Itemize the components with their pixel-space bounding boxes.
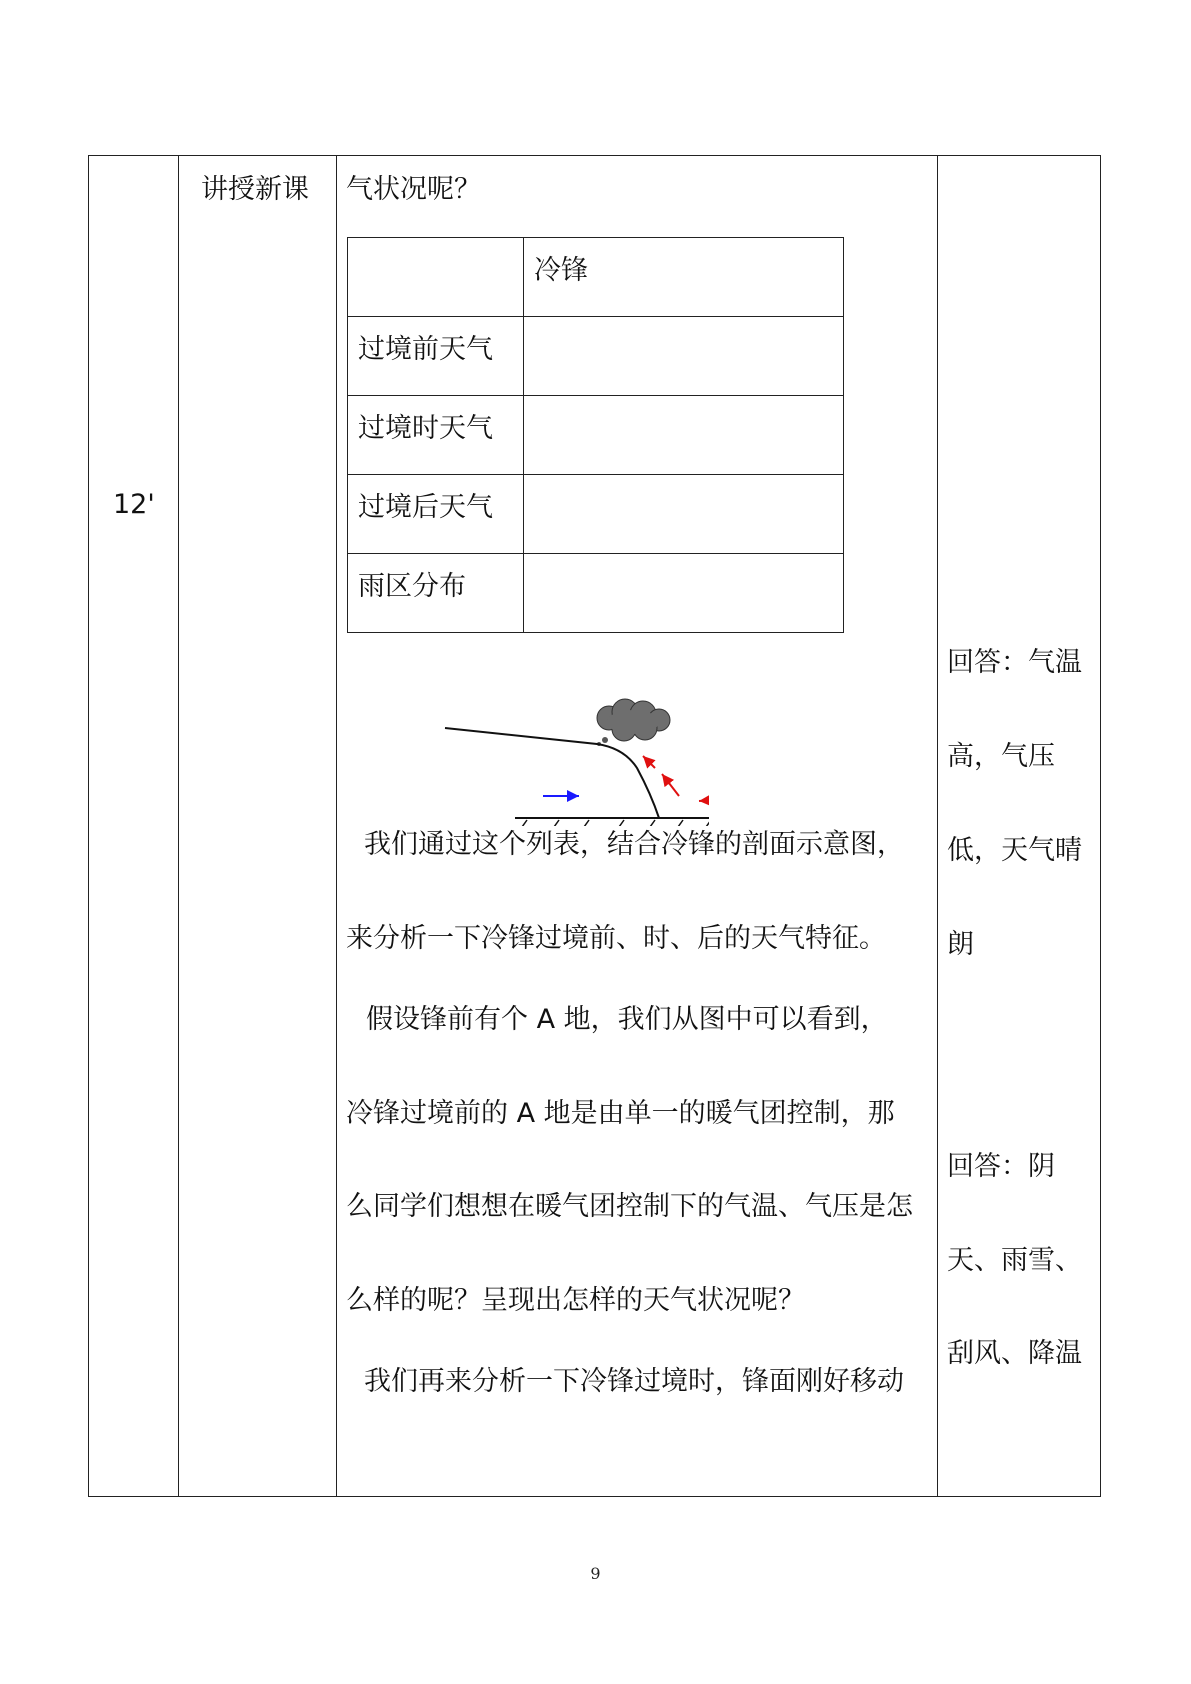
- student-answer-line: 回答：气温: [947, 647, 1082, 678]
- student-answer-line: 天、雨雪、: [947, 1245, 1082, 1276]
- student-answer-line: 朗: [947, 929, 974, 960]
- cold-front-table: [347, 237, 844, 633]
- ground-hatch: [517, 820, 709, 826]
- page-number: 9: [590, 1564, 601, 1583]
- row-label: 过境后天气: [348, 475, 524, 554]
- table-header-cell: 冷锋: [524, 238, 844, 317]
- teacher-paragraph: 么同学们想想在暖气团控制下的气温、气压是怎: [346, 1191, 913, 1222]
- row-value: [524, 475, 844, 554]
- frontal-surface-line: [445, 728, 659, 818]
- table-row: [348, 475, 844, 554]
- student-answer-line: 刮风、降温: [947, 1338, 1082, 1369]
- row-label: 雨区分布: [348, 554, 524, 633]
- row-value: [524, 317, 844, 396]
- row-value: [524, 396, 844, 475]
- teacher-paragraph: 我们通过这个列表，结合冷锋的剖面示意图，: [364, 829, 904, 860]
- cold-front-diagram: [419, 676, 709, 826]
- student-answer-line: 回答：阴: [947, 1151, 1055, 1182]
- teacher-paragraph: 冷锋过境前的 A 地是由单一的暖气团控制，那: [346, 1098, 895, 1129]
- row-label: 过境前天气: [348, 317, 524, 396]
- row-value: [524, 554, 844, 633]
- student-answer-line: 低，天气晴: [947, 835, 1082, 866]
- section-label: 讲授新课: [201, 174, 309, 205]
- table-header-cell: [348, 238, 524, 317]
- table-row: [348, 396, 844, 475]
- column-divider: [178, 156, 179, 1496]
- warm-air-arrow-icon: [662, 774, 679, 796]
- table-header-row: [348, 238, 844, 317]
- lesson-table: [88, 155, 1101, 1497]
- teacher-paragraph: 假设锋前有个 A 地，我们从图中可以看到，: [366, 1004, 888, 1035]
- warm-air-arrow-icon: [699, 799, 709, 801]
- teacher-paragraph: 来分析一下冷锋过境前、时、后的天气特征。: [346, 923, 886, 954]
- column-divider: [336, 156, 337, 1496]
- table-row: [348, 317, 844, 396]
- student-answer-line: 高，气压: [947, 741, 1055, 772]
- table-row: [348, 554, 844, 633]
- row-label: 过境时天气: [348, 396, 524, 475]
- intro-text: 气状况呢？: [346, 174, 481, 205]
- teacher-paragraph: 么样的呢？呈现出怎样的天气状况呢？: [346, 1285, 805, 1316]
- warm-air-arrow-icon: [643, 756, 655, 768]
- cloud-icon: [597, 699, 670, 746]
- column-divider: [937, 156, 938, 1496]
- teacher-paragraph: 我们再来分析一下冷锋过境时，锋面刚好移动: [364, 1366, 904, 1397]
- time-cell: 12': [113, 489, 155, 520]
